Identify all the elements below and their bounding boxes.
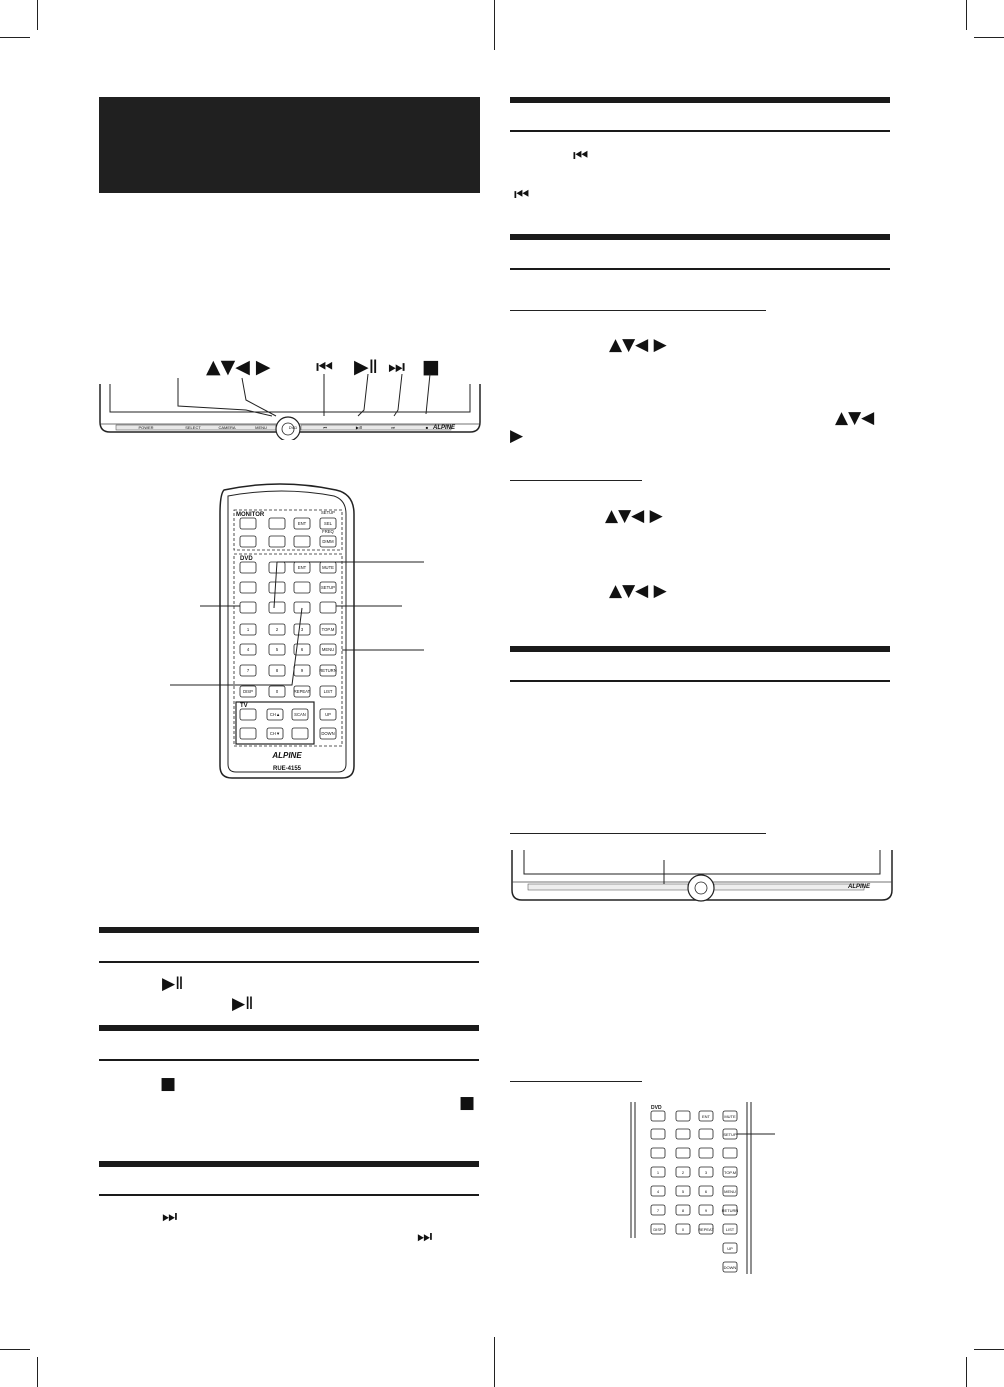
remote-scan-label: SCAN [294, 712, 306, 717]
cursor-arrows-icon: ▲▼◀ ▶ [605, 506, 663, 526]
remote-return-label: RETURN [319, 668, 337, 673]
play-pause-icon: ▶Ⅱ [162, 974, 184, 994]
remote-disp-label: DISP [243, 689, 253, 694]
monitor-camera-label: CAMERA [218, 425, 236, 430]
crop-mark [0, 37, 30, 38]
remote-chup-label: CH▲ [269, 712, 281, 717]
remote-dimm-label: DIMM [322, 539, 334, 544]
remote-digit: 1 [246, 627, 250, 632]
monitor-power-label: POWER [138, 425, 154, 430]
remote-monitor-label: MONITOR [236, 512, 265, 518]
remote-digit: 5 [275, 647, 279, 652]
remote-list-label: LIST [323, 689, 333, 694]
remote-dvd-label: DVD [240, 556, 253, 562]
remote-disp-label: DISP [653, 1227, 663, 1232]
remote-digit: 4 [246, 647, 250, 652]
chapter-title-block [99, 97, 480, 193]
fold-mark [494, 1337, 495, 1387]
remote-up-label: UP [325, 712, 331, 717]
monitor-prev-label: ⏮ [323, 425, 327, 430]
crop-mark [966, 0, 967, 30]
monitor-front-panel-illustration-2 [508, 846, 896, 908]
play-pause-icon: ▶Ⅱ [354, 356, 378, 378]
subsection-underline [510, 310, 766, 311]
remote-digit: 0 [681, 1227, 685, 1232]
play-pause-icon: ▶Ⅱ [232, 994, 254, 1014]
cursor-arrows-icon: ▲▼◀ ▶ [206, 356, 271, 378]
remote-digit: 5 [681, 1189, 685, 1194]
remote-dvd-label: DVD [651, 1105, 662, 1111]
remote-digit: 4 [656, 1189, 660, 1194]
prev-track-icon: ⏮ [573, 146, 589, 166]
remote-control-illustration [170, 480, 430, 785]
section-subrule [99, 1194, 479, 1196]
section-subrule [99, 961, 479, 963]
stop-icon: ■ [422, 356, 440, 378]
remote-list-label: LIST [725, 1227, 735, 1232]
fold-mark [494, 0, 495, 50]
cursor-arrows-icon: ▲▼◀ [835, 408, 875, 428]
monitor-select-label: SELECT [185, 425, 201, 430]
remote-sel-label: SEL [324, 521, 332, 526]
next-track-icon: ⏭ [388, 356, 406, 378]
remote-repeat-label: REPEAT [698, 1227, 714, 1232]
remote-freq-label: FREQ [322, 529, 334, 534]
section-subrule [99, 1059, 479, 1061]
remote-digit: 3 [300, 627, 304, 632]
crop-mark [974, 37, 1004, 38]
crop-mark [966, 1357, 967, 1387]
remote-digit: 2 [275, 627, 279, 632]
section-rule [510, 234, 890, 240]
monitor-menu-label: MENU [255, 425, 267, 430]
remote-digit: 6 [300, 647, 304, 652]
next-track-icon: ⏭ [417, 1227, 433, 1247]
section-rule [510, 97, 890, 103]
section-subrule [510, 130, 890, 132]
crop-mark [0, 1349, 30, 1350]
subsection-underline [510, 833, 766, 834]
section-rule [99, 927, 479, 933]
remote-down-label: DOWN [321, 731, 335, 736]
cursor-arrows-icon: ▲▼◀ ▶ [609, 581, 667, 601]
stop-icon: ■ [459, 1093, 476, 1113]
prev-track-icon: ⏮ [514, 185, 530, 205]
remote-ent-label: ENT [297, 521, 307, 526]
monitor-playpause-label: ▶/Ⅱ [355, 425, 363, 430]
remote-digit: 9 [300, 668, 304, 673]
remote-digit: 8 [681, 1208, 685, 1213]
alpine-logo: ALPINE [433, 425, 456, 431]
remote-digit: 6 [704, 1189, 708, 1194]
remote-setup-btn-label: SETUP [723, 1132, 737, 1137]
remote-chdown-label: CH▼ [269, 731, 281, 736]
remote-topm-label: TOP.M [321, 627, 335, 632]
remote-dvd-section-illustration [625, 1098, 785, 1276]
alpine-logo: ALPINE [848, 884, 871, 890]
crop-mark [37, 0, 38, 30]
remote-digit: 2 [681, 1170, 685, 1175]
subsection-underline [510, 1081, 642, 1082]
stop-icon: ■ [160, 1074, 177, 1094]
remote-menu-label: MENU [724, 1189, 736, 1194]
remote-digit: 7 [656, 1208, 660, 1213]
remote-topm-label: TOP.M [723, 1170, 737, 1175]
remote-mute-label: MUTE [724, 1114, 736, 1119]
remote-tv-label: TV [240, 703, 248, 709]
remote-setup-label: SETUP [321, 510, 335, 515]
remote-digit: 7 [246, 668, 250, 673]
remote-digit: 8 [275, 668, 279, 673]
crop-mark [974, 1349, 1004, 1350]
section-subrule [510, 268, 890, 270]
remote-digit: 0 [275, 689, 279, 694]
subsection-underline [510, 480, 642, 481]
remote-down-label: DOWN [723, 1265, 737, 1270]
section-subrule [510, 680, 890, 682]
section-rule [99, 1161, 479, 1167]
remote-digit: 3 [704, 1170, 708, 1175]
cursor-arrows-icon: ▶ [510, 426, 524, 446]
remote-mute-label: MUTE [322, 565, 334, 570]
remote-digit: 9 [704, 1208, 708, 1213]
remote-setup-btn-label: SETUP [321, 585, 335, 590]
next-track-icon: ⏭ [162, 1207, 178, 1227]
monitor-dvd-label: DVD [288, 425, 298, 430]
remote-return-label: RETURN [721, 1208, 739, 1213]
monitor-stop-label: ■ [425, 425, 429, 430]
remote-up-label: UP [727, 1246, 733, 1251]
crop-mark [37, 1357, 38, 1387]
remote-model-label: RUE-4155 [272, 766, 302, 772]
monitor-button-labels [116, 425, 446, 433]
remote-ent-dvd-label: ENT [297, 565, 307, 570]
monitor-next-label: ⏭ [391, 425, 395, 430]
cursor-arrows-icon: ▲▼◀ ▶ [609, 335, 667, 355]
section-rule [510, 646, 890, 652]
remote-repeat-label: REPEAT [293, 689, 311, 694]
remote-digit: 1 [656, 1170, 660, 1175]
remote-menu-label: MENU [321, 647, 335, 652]
section-rule [99, 1025, 479, 1031]
remote-brand-logo: ALPINE [272, 751, 302, 760]
prev-track-icon: ⏮ [316, 356, 334, 378]
remote-ent-label: ENT [702, 1114, 710, 1119]
